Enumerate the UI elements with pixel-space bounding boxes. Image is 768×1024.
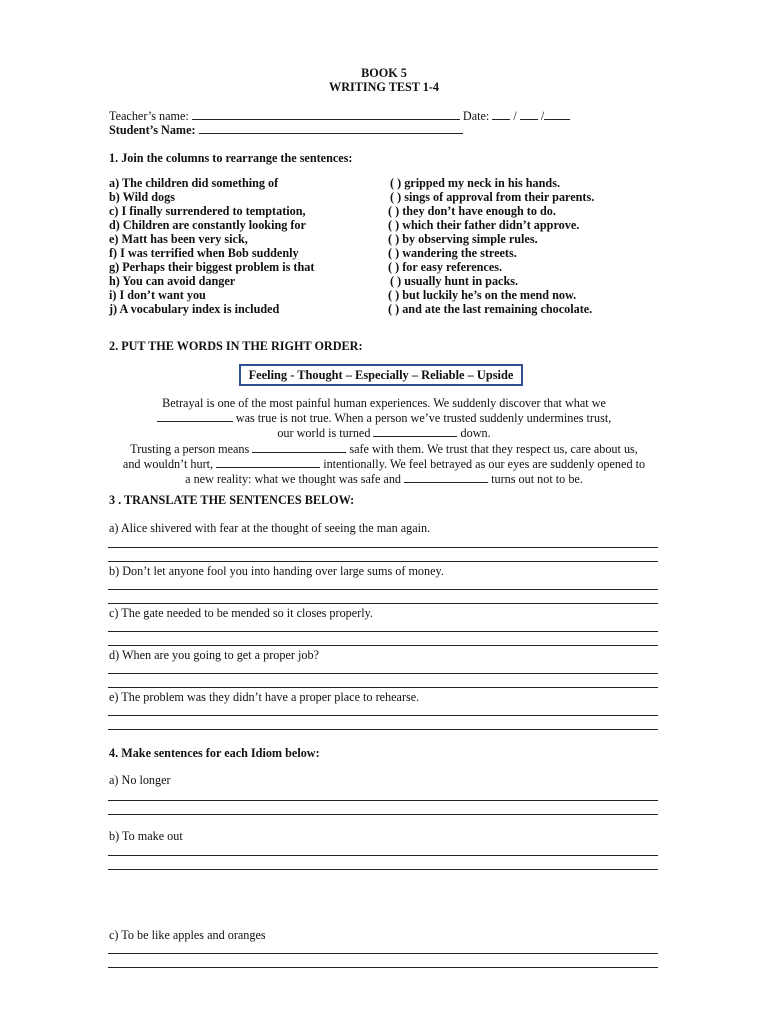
date-year-blank[interactable] xyxy=(544,108,570,120)
left-column-item: g) Perhaps their biggest problem is that xyxy=(109,260,315,274)
book-title: BOOK 5 xyxy=(361,66,407,80)
left-column-item: c) I finally surrendered to temptation, xyxy=(109,204,306,218)
gap-3[interactable] xyxy=(252,441,346,453)
right-column-item[interactable]: ( ) usually hunt in packs. xyxy=(390,274,519,288)
para-line-2-text: was true is not true. When a person we’ve trusted suddenly undermines trust, xyxy=(235,411,612,426)
para-line-6-text: a new reality: what we thought was safe and xyxy=(185,472,402,487)
para-line-5-end: intentionally. We feel betrayed as our eyes are suddenly opened to xyxy=(323,456,646,471)
right-column-item[interactable]: ( ) gripped my neck in his hands. xyxy=(390,176,560,190)
right-column-item[interactable]: ( ) they don’t have enough to do. xyxy=(388,204,556,218)
para-line-6 xyxy=(100,471,668,486)
idiom-item: a) No longer xyxy=(109,773,171,787)
answer-line[interactable] xyxy=(108,967,658,968)
translate-item: c) The gate needed to be mended so it closes properly. xyxy=(109,606,373,620)
word-bank-box: Feeling - Thought – Especially – Reliable – Upside xyxy=(239,364,523,386)
answer-line[interactable] xyxy=(108,715,658,716)
para-line-5 xyxy=(100,456,668,471)
answer-line[interactable] xyxy=(108,561,658,562)
cloze-paragraph xyxy=(100,396,668,486)
left-column-item: e) Matt has been very sick, xyxy=(109,232,248,246)
date-label: Date: xyxy=(462,109,490,123)
student-name-row xyxy=(109,122,463,137)
idiom-item: c) To be like apples and oranges xyxy=(109,928,266,942)
translate-item: d) When are you going to get a proper job? xyxy=(109,648,319,662)
para-line-3-end: down. xyxy=(460,426,491,441)
right-column-item[interactable]: ( ) wandering the streets. xyxy=(388,246,517,260)
date-day-blank[interactable] xyxy=(492,108,510,120)
student-name-blank[interactable] xyxy=(199,122,463,134)
date-separator: / xyxy=(540,109,545,123)
section4-heading: 4. Make sentences for each Idiom below: xyxy=(109,746,320,760)
para-line-3-text: our world is turned xyxy=(277,426,371,441)
answer-line[interactable] xyxy=(108,814,658,815)
gap-5[interactable] xyxy=(404,471,488,483)
para-line-2 xyxy=(100,410,668,425)
para-line-5-text: and wouldn’t hurt, xyxy=(122,456,214,471)
right-column-item[interactable]: ( ) by observing simple rules. xyxy=(388,232,538,246)
answer-line[interactable] xyxy=(108,673,658,674)
para-line-4-end: safe with them. We trust that they respect us, care about us, xyxy=(349,441,638,456)
translate-item: a) Alice shivered with fear at the thought of seeing the man again. xyxy=(109,521,431,535)
right-column-item[interactable]: ( ) for easy references. xyxy=(388,260,503,274)
answer-line[interactable] xyxy=(108,729,658,730)
para-line-1: Betrayal is one of the most painful human experiences. We suddenly discover that what we xyxy=(162,396,606,410)
answer-line[interactable] xyxy=(108,547,658,548)
answer-line[interactable] xyxy=(108,603,658,604)
answer-line[interactable] xyxy=(108,631,658,632)
right-column-item[interactable]: ( ) and ate the last remaining chocolate. xyxy=(388,302,593,316)
left-column-item: h) You can avoid danger xyxy=(109,274,236,288)
answer-line[interactable] xyxy=(108,687,658,688)
date-month-blank[interactable] xyxy=(520,108,538,120)
section2-heading: 2. PUT THE WORDS IN THE RIGHT ORDER: xyxy=(109,339,363,353)
right-column-item[interactable]: ( ) sings of approval from their parents. xyxy=(390,190,595,204)
answer-line[interactable] xyxy=(108,645,658,646)
para-line-6-end: turns out not to be. xyxy=(491,472,583,487)
right-column-item[interactable]: ( ) which their father didn’t approve. xyxy=(388,218,580,232)
answer-line[interactable] xyxy=(108,869,658,870)
left-column-item: j) A vocabulary index is included xyxy=(109,302,280,316)
left-column-item: d) Children are constantly looking for xyxy=(109,218,306,232)
teacher-name-label: Teacher’s name: xyxy=(109,109,189,123)
para-line-4 xyxy=(100,441,668,456)
left-column-item: i) I don’t want you xyxy=(109,288,206,302)
test-title: WRITING TEST 1-4 xyxy=(329,80,439,94)
answer-line[interactable] xyxy=(108,855,658,856)
teacher-name-blank[interactable] xyxy=(192,108,460,120)
gap-1[interactable] xyxy=(157,410,233,422)
left-column-item: b) Wild dogs xyxy=(109,190,175,204)
teacher-name-row xyxy=(109,108,570,123)
left-column-item: f) I was terrified when Bob suddenly xyxy=(109,246,299,260)
right-column-item[interactable]: ( ) but luckily he’s on the mend now. xyxy=(388,288,577,302)
left-column-item: a) The children did something of xyxy=(109,176,279,190)
section1-heading: 1. Join the columns to rearrange the sentences: xyxy=(109,151,353,165)
gap-2[interactable] xyxy=(373,425,457,437)
date-separator: / xyxy=(513,109,517,123)
answer-line[interactable] xyxy=(108,953,658,954)
para-line-3 xyxy=(100,425,668,440)
idiom-item: b) To make out xyxy=(109,829,183,843)
student-name-label: Student’s Name: xyxy=(109,123,196,137)
para-line-4-text: Trusting a person means xyxy=(130,441,250,456)
answer-line[interactable] xyxy=(108,589,658,590)
translate-item: b) Don’t let anyone fool you into handing over large sums of money. xyxy=(109,564,444,578)
translate-item: e) The problem was they didn’t have a proper place to rehearse. xyxy=(109,690,420,704)
section3-heading: 3 . TRANSLATE THE SENTENCES BELOW: xyxy=(109,493,355,507)
gap-4[interactable] xyxy=(216,456,320,468)
answer-line[interactable] xyxy=(108,800,658,801)
